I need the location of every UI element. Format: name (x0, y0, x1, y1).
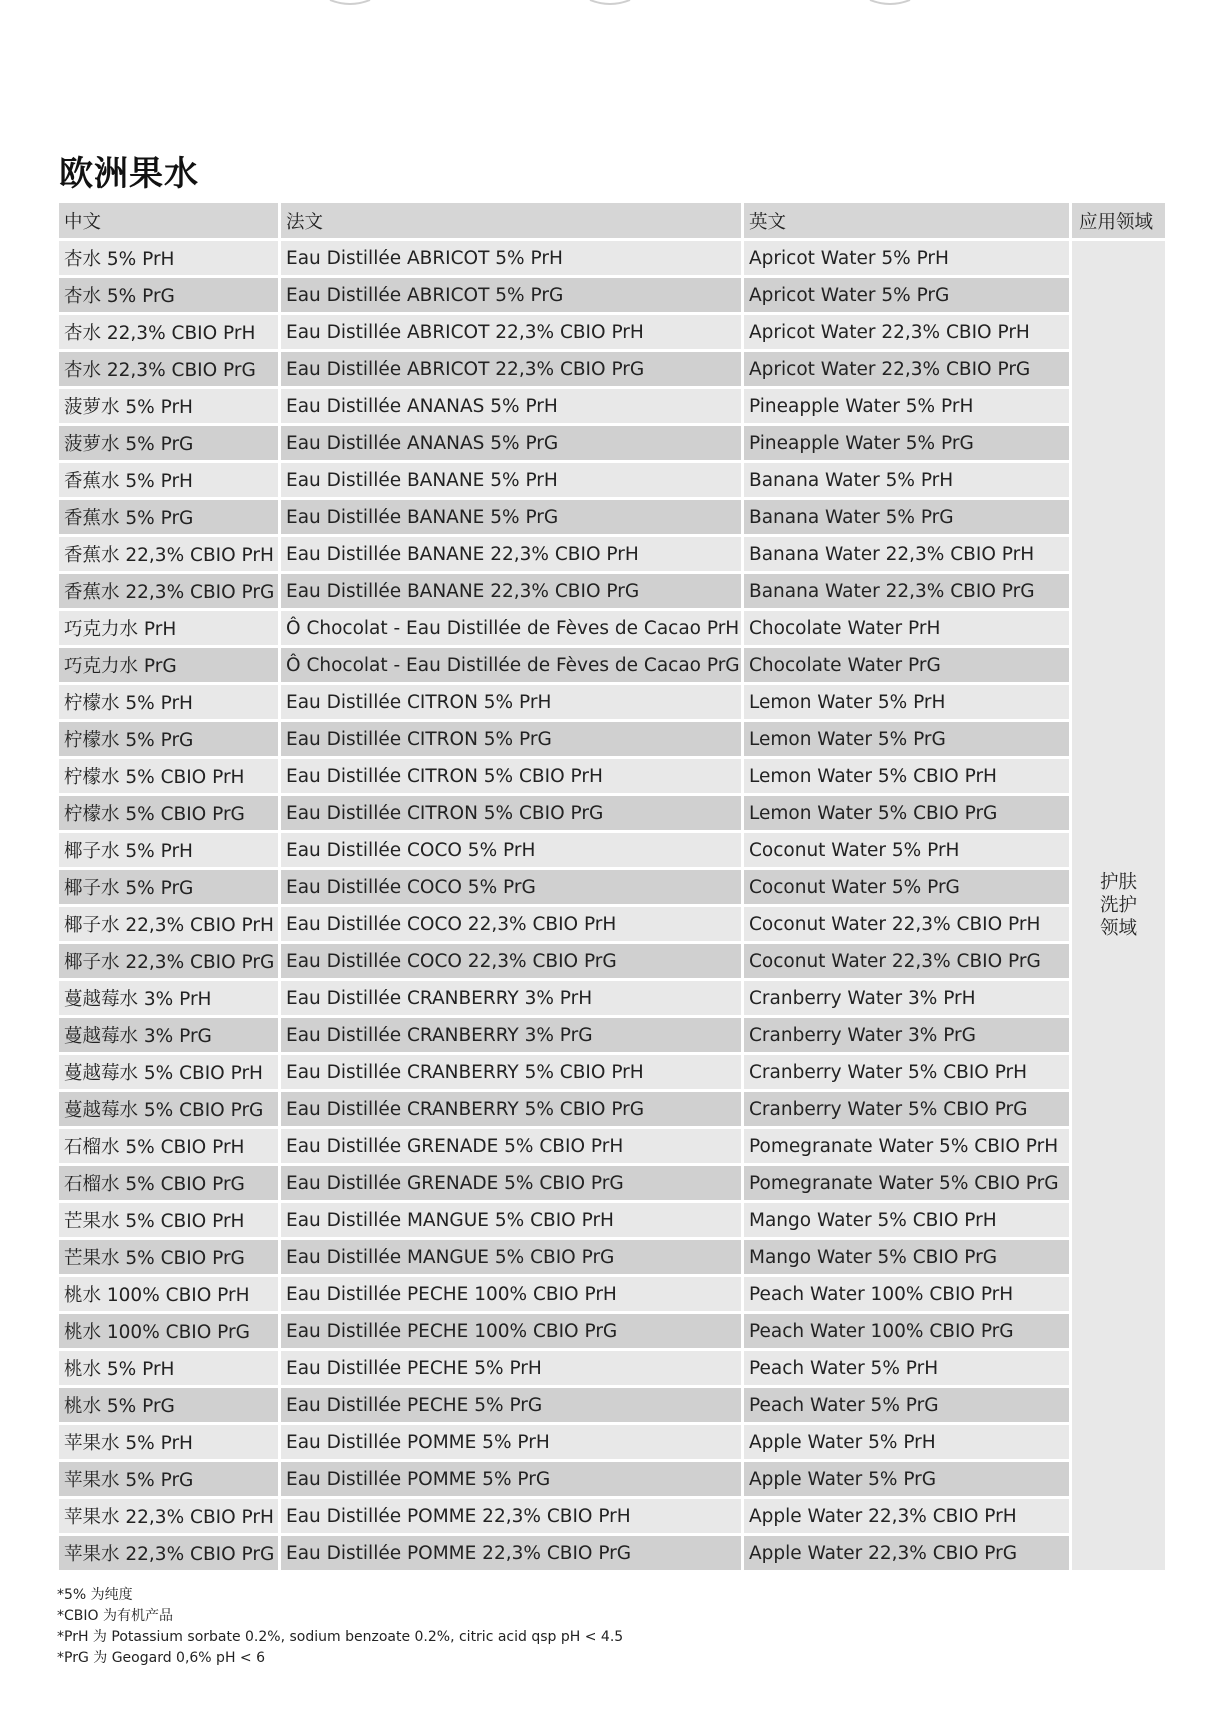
cell-chinese: 菠萝水 5% PrG (59, 426, 278, 460)
cell-chinese: 香蕉水 5% PrG (59, 500, 278, 534)
cell-chinese: 苹果水 5% PrG (59, 1462, 278, 1496)
table-row (59, 1166, 1165, 1200)
cell-french: Eau Distillée CRANBERRY 3% PrG (281, 1018, 741, 1052)
cell-english: Apricot Water 22,3% CBIO PrH (744, 315, 1069, 349)
cell-french: Eau Distillée BANANE 22,3% CBIO PrG (281, 574, 741, 608)
cell-chinese: 石榴水 5% CBIO PrH (59, 1129, 278, 1163)
header-english: 英文 (744, 203, 1069, 238)
cell-chinese: 柠檬水 5% CBIO PrG (59, 796, 278, 830)
cell-english: Banana Water 5% PrH (744, 463, 1069, 497)
cell-chinese: 香蕉水 5% PrH (59, 463, 278, 497)
cell-french: Eau Distillée ABRICOT 22,3% CBIO PrG (281, 352, 741, 386)
cell-french: Eau Distillée CITRON 5% CBIO PrH (281, 759, 741, 793)
table-row (59, 759, 1165, 793)
footnotes (57, 1585, 623, 1669)
cell-chinese: 蔓越莓水 5% CBIO PrH (59, 1055, 278, 1089)
cell-english: Peach Water 100% CBIO PrG (744, 1314, 1069, 1348)
cell-english: Apple Water 22,3% CBIO PrG (744, 1536, 1069, 1570)
cell-chinese: 蔓越莓水 3% PrH (59, 981, 278, 1015)
cell-french: Eau Distillée PECHE 100% CBIO PrG (281, 1314, 741, 1348)
cell-chinese: 巧克力水 PrG (59, 648, 278, 682)
cell-chinese: 杏水 22,3% CBIO PrG (59, 352, 278, 386)
footnote-purity: *5% 为纯度 (57, 1587, 133, 1603)
table-row (59, 389, 1165, 423)
table-row (59, 1536, 1165, 1570)
cell-chinese: 杏水 5% PrH (59, 241, 278, 275)
cell-french: Eau Distillée PECHE 5% PrG (281, 1388, 741, 1422)
cell-chinese: 芒果水 5% CBIO PrG (59, 1240, 278, 1274)
cell-french: Eau Distillée CRANBERRY 5% CBIO PrH (281, 1055, 741, 1089)
cell-french: Eau Distillée CRANBERRY 3% PrH (281, 981, 741, 1015)
cell-chinese: 桃水 100% CBIO PrH (59, 1277, 278, 1311)
cell-french: Eau Distillée CITRON 5% CBIO PrG (281, 796, 741, 830)
header-application: 应用领域 (1072, 203, 1165, 238)
cell-chinese: 椰子水 5% PrG (59, 870, 278, 904)
cell-french: Eau Distillée POMME 5% PrH (281, 1425, 741, 1459)
cell-english: Coconut Water 5% PrG (744, 870, 1069, 904)
cell-chinese: 桃水 5% PrG (59, 1388, 278, 1422)
cell-english: Mango Water 5% CBIO PrG (744, 1240, 1069, 1274)
footnote-prg: *PrG 为 Geogard 0,6% pH < 6 (57, 1650, 266, 1666)
cell-english: Apple Water 5% PrH (744, 1425, 1069, 1459)
header-chinese: 中文 (59, 203, 278, 238)
cell-french: Eau Distillée PECHE 5% PrH (281, 1351, 741, 1385)
cell-french: Eau Distillée POMME 22,3% CBIO PrH (281, 1499, 741, 1533)
cell-english: Coconut Water 5% PrH (744, 833, 1069, 867)
cell-chinese: 椰子水 22,3% CBIO PrG (59, 944, 278, 978)
table-row (59, 1425, 1165, 1459)
cell-english: Pineapple Water 5% PrH (744, 389, 1069, 423)
table-row (59, 944, 1165, 978)
cell-french: Eau Distillée CITRON 5% PrH (281, 685, 741, 719)
table-row (59, 1462, 1165, 1496)
cell-english: Banana Water 22,3% CBIO PrH (744, 537, 1069, 571)
cell-english: Coconut Water 22,3% CBIO PrG (744, 944, 1069, 978)
cell-french: Eau Distillée ABRICOT 22,3% CBIO PrH (281, 315, 741, 349)
cell-french: Eau Distillée POMME 22,3% CBIO PrG (281, 1536, 741, 1570)
footnote-prh: *PrH 为 Potassium sorbate 0.2%, sodium benzoate 0.2%, citric acid qsp pH < 4.5 (57, 1629, 624, 1645)
cell-english: Mango Water 5% CBIO PrH (744, 1203, 1069, 1237)
cell-french: Eau Distillée ABRICOT 5% PrH (281, 241, 741, 275)
cell-french: Eau Distillée COCO 5% PrH (281, 833, 741, 867)
cell-chinese: 椰子水 5% PrH (59, 833, 278, 867)
application-line: 护肤 (1099, 872, 1137, 893)
table-row (59, 907, 1165, 941)
cell-chinese: 蔓越莓水 5% CBIO PrG (59, 1092, 278, 1126)
table-row (59, 611, 1165, 645)
header-french: 法文 (281, 203, 741, 238)
cell-english: Apple Water 5% PrG (744, 1462, 1069, 1496)
cell-french: Eau Distillée ANANAS 5% PrG (281, 426, 741, 460)
table-row (59, 537, 1165, 571)
cell-english: Pomegranate Water 5% CBIO PrG (744, 1166, 1069, 1200)
table-row (59, 1055, 1165, 1089)
cell-french: Eau Distillée ANANAS 5% PrH (281, 389, 741, 423)
table-row (59, 574, 1165, 608)
cell-chinese: 桃水 5% PrH (59, 1351, 278, 1385)
cell-english: Peach Water 100% CBIO PrH (744, 1277, 1069, 1311)
table-row (59, 241, 1165, 275)
table-row (59, 1092, 1165, 1126)
cell-chinese: 杏水 22,3% CBIO PrH (59, 315, 278, 349)
table-row (59, 1018, 1165, 1052)
table-row (59, 648, 1165, 682)
cell-english: Lemon Water 5% CBIO PrH (744, 759, 1069, 793)
cell-french: Eau Distillée MANGUE 5% CBIO PrG (281, 1240, 741, 1274)
cell-french: Eau Distillée COCO 5% PrG (281, 870, 741, 904)
table-row (59, 722, 1165, 756)
cell-english: Pineapple Water 5% PrG (744, 426, 1069, 460)
top-edge-decoration (0, 0, 1212, 8)
cell-chinese: 巧克力水 PrH (59, 611, 278, 645)
cell-chinese: 柠檬水 5% CBIO PrH (59, 759, 278, 793)
table-row (59, 1277, 1165, 1311)
cell-english: Banana Water 22,3% CBIO PrG (744, 574, 1069, 608)
cell-french: Eau Distillée MANGUE 5% CBIO PrH (281, 1203, 741, 1237)
table-row (59, 1351, 1165, 1385)
table-row (59, 870, 1165, 904)
application-line: 洗护 (1099, 895, 1137, 916)
cell-french: Eau Distillée PECHE 100% CBIO PrH (281, 1277, 741, 1311)
cell-english: Pomegranate Water 5% CBIO PrH (744, 1129, 1069, 1163)
cell-chinese: 香蕉水 22,3% CBIO PrH (59, 537, 278, 571)
table-row (59, 981, 1165, 1015)
table-row (59, 685, 1165, 719)
cell-english: Apricot Water 22,3% CBIO PrG (744, 352, 1069, 386)
cell-chinese: 桃水 100% CBIO PrG (59, 1314, 278, 1348)
cell-chinese: 椰子水 22,3% CBIO PrH (59, 907, 278, 941)
cell-english: Lemon Water 5% CBIO PrG (744, 796, 1069, 830)
cell-application (1072, 241, 1165, 1570)
product-table (56, 200, 1168, 1573)
table-row (59, 1240, 1165, 1274)
cell-french: Eau Distillée GRENADE 5% CBIO PrG (281, 1166, 741, 1200)
table-row (59, 352, 1165, 386)
table-row (59, 500, 1165, 534)
cell-french: Eau Distillée CITRON 5% PrG (281, 722, 741, 756)
table-row (59, 796, 1165, 830)
cell-french: Eau Distillée BANANE 5% PrH (281, 463, 741, 497)
footnote-cbio: *CBIO 为有机产品 (57, 1608, 173, 1624)
cell-french: Eau Distillée BANANE 22,3% CBIO PrH (281, 537, 741, 571)
table-row (59, 1129, 1165, 1163)
cell-french: Eau Distillée POMME 5% PrG (281, 1462, 741, 1496)
cell-english: Apricot Water 5% PrG (744, 278, 1069, 312)
cell-chinese: 菠萝水 5% PrH (59, 389, 278, 423)
cell-english: Banana Water 5% PrG (744, 500, 1069, 534)
table-row (59, 1388, 1165, 1422)
cell-french: Eau Distillée BANANE 5% PrG (281, 500, 741, 534)
cell-chinese: 柠檬水 5% PrG (59, 722, 278, 756)
cell-english: Lemon Water 5% PrH (744, 685, 1069, 719)
cell-english: Peach Water 5% PrH (744, 1351, 1069, 1385)
cell-english: Cranberry Water 3% PrG (744, 1018, 1069, 1052)
table-row (59, 315, 1165, 349)
cell-french: Ô Chocolat - Eau Distillée de Fèves de Cacao PrH (281, 611, 741, 645)
cell-french: Eau Distillée CRANBERRY 5% CBIO PrG (281, 1092, 741, 1126)
cell-french: Eau Distillée ABRICOT 5% PrG (281, 278, 741, 312)
table-row (59, 1314, 1165, 1348)
cell-english: Cranberry Water 5% CBIO PrG (744, 1092, 1069, 1126)
table-row (59, 1499, 1165, 1533)
cell-chinese: 苹果水 5% PrH (59, 1425, 278, 1459)
table-row (59, 463, 1165, 497)
cell-english: Cranberry Water 5% CBIO PrH (744, 1055, 1069, 1089)
cell-chinese: 柠檬水 5% PrH (59, 685, 278, 719)
cell-english: Peach Water 5% PrG (744, 1388, 1069, 1422)
cell-french: Eau Distillée COCO 22,3% CBIO PrH (281, 907, 741, 941)
cell-english: Apricot Water 5% PrH (744, 241, 1069, 275)
table-row (59, 278, 1165, 312)
cell-french: Eau Distillée COCO 22,3% CBIO PrG (281, 944, 741, 978)
cell-english: Lemon Water 5% PrG (744, 722, 1069, 756)
cell-chinese: 苹果水 22,3% CBIO PrG (59, 1536, 278, 1570)
table-body (59, 241, 1165, 1570)
table-header-row (59, 203, 1165, 238)
cell-english: Coconut Water 22,3% CBIO PrH (744, 907, 1069, 941)
cell-english: Chocolate Water PrH (744, 611, 1069, 645)
cell-chinese: 杏水 5% PrG (59, 278, 278, 312)
cell-chinese: 香蕉水 22,3% CBIO PrG (59, 574, 278, 608)
cell-french: Ô Chocolat - Eau Distillée de Fèves de Cacao PrG (281, 648, 741, 682)
cell-chinese: 芒果水 5% CBIO PrH (59, 1203, 278, 1237)
application-line: 领域 (1099, 918, 1137, 939)
page-title: 欧洲果水 (59, 154, 199, 194)
cell-english: Chocolate Water PrG (744, 648, 1069, 682)
cell-chinese: 石榴水 5% CBIO PrG (59, 1166, 278, 1200)
table-row (59, 426, 1165, 460)
cell-chinese: 苹果水 22,3% CBIO PrH (59, 1499, 278, 1533)
table-row (59, 1203, 1165, 1237)
cell-english: Cranberry Water 3% PrH (744, 981, 1069, 1015)
table-row (59, 833, 1165, 867)
cell-english: Apple Water 22,3% CBIO PrH (744, 1499, 1069, 1533)
cell-chinese: 蔓越莓水 3% PrG (59, 1018, 278, 1052)
cell-french: Eau Distillée GRENADE 5% CBIO PrH (281, 1129, 741, 1163)
